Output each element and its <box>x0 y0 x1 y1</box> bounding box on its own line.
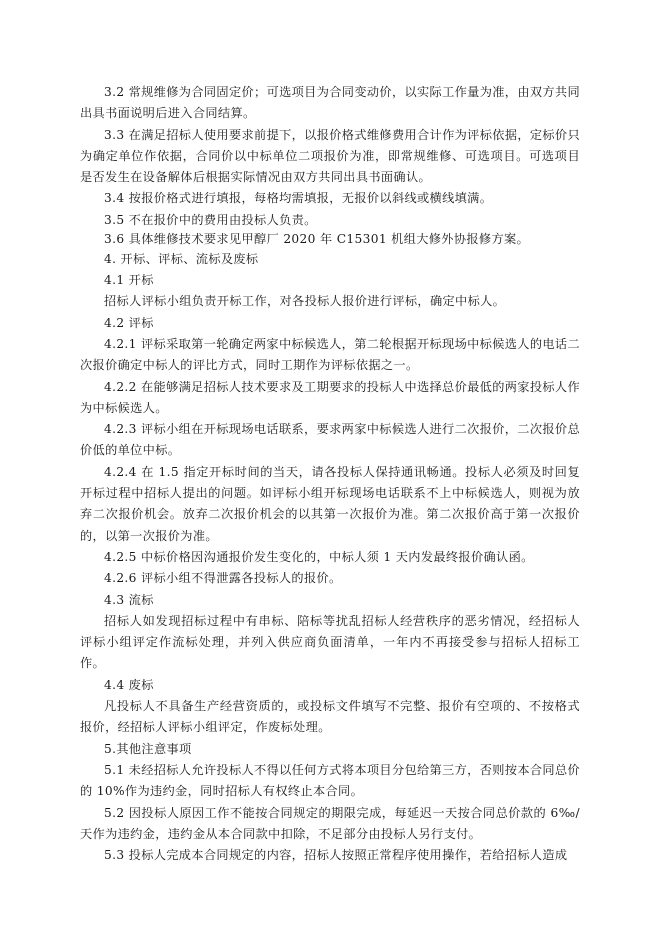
section-heading-4: 4. 开标、评标、流标及废标 <box>104 251 259 266</box>
section-heading-4-1: 4.1 开标 <box>104 273 154 288</box>
paragraph-5-1: 5.1 未经招标人允许投标人不得以任何方式将本项目分包给第三方，否则按本合同总价的 10%作为违约金，同时招标人有权终止本合同。 <box>80 762 581 799</box>
paragraph-4-2-4: 4.2.4 在 1.5 指定开标时间的当天，请各投标人保持通讯畅通。投标人必须及时回复开标过程中招标人提出的问题。如评标小组开标现场电话联系不上中标候选人，则视为放弃二次报价机会。放弃二次报价机会的以其第一次报价为准。第二次报价高于第一次报价的，以第一次报价为准。 <box>80 464 580 543</box>
paragraph-4-2-1: 4.2.1 评标采取第一轮确定两家中标候选人，第二轮根据开标现场中标候选人的电话二次报价确定中标人的评比方式，同时工期作为评标依据之一。 <box>80 336 580 373</box>
paragraph-5-2: 5.2 因投标人原因工作不能按合同规定的期限完成，每延迟一天按合同总价款的 6‰/天作为违约金，违约金从本合同款中扣除，不足部分由投标人另行支付。 <box>80 805 580 841</box>
section-heading-4-3: 4.3 流标 <box>104 592 154 607</box>
paragraph-4-2-2: 4.2.2 在能够满足招标人技术要求及工期要求的投标人中选择总价最低的两家投标人作为中标候选人。 <box>80 379 580 415</box>
document-page <box>80 82 580 866</box>
paragraph-4-4: 凡投标人不具备生产经营资质的，或投标文件填写不完整、报价有空项的、不按格式报价，经招标人评标小组评定，作废标处理。 <box>80 699 580 735</box>
paragraph-3-2: 3.2 常规维修为合同固定价；可选项目为合同变动价，以实际工作量为准，由双方共同出具书面说明后进入合同结算。 <box>80 85 581 121</box>
section-heading-5: 5.其他注意事项 <box>104 741 192 756</box>
paragraph-3-4: 3.4 按报价格式进行填报，每格均需填报，无报价以斜线或横线填满。 <box>104 191 493 206</box>
section-heading-4-4: 4.4 废标 <box>104 677 154 692</box>
paragraph-4-2-6: 4.2.6 评标小组不得泄露各投标人的报价。 <box>104 571 342 586</box>
paragraph-5-3: 5.3 投标人完成本合同规定的内容，招标人按照正常程序使用操作，若给招标人造成 <box>104 848 568 863</box>
paragraph-4-2-5: 4.2.5 中标价格因沟通报价发生变化的，中标人须 1 天内发最终报价确认函。 <box>104 549 534 564</box>
section-heading-4-2: 4.2 评标 <box>104 315 154 330</box>
paragraph-4-1: 招标人评标小组负责开标工作，对各投标人报价进行评标，确定中标人。 <box>104 294 506 309</box>
paragraph-3-3: 3.3 在满足招标人使用要求前提下，以报价格式维修费用合计作为评标依据，定标价只为确定单位作依据，合同价以中标单位二项报价为准，即常规维修、可选项目。可选项目是否发生在设备解体后根据实际情况由双方共同出具书面确认。 <box>80 127 581 185</box>
paragraph-4-2-3: 4.2.3 评标小组在开标现场电话联系，要求两家中标候选人进行二次报价，二次报价总价低的单位中标。 <box>80 422 580 458</box>
paragraph-4-3: 招标人如发现招标过程中有串标、陪标等扰乱招标人经营秩序的恶劣情况，经招标人评标小组评定作流标处理，并列入供应商负面清单，一年内不再接受参与招标人招标工作。 <box>80 613 580 671</box>
paragraph-3-6: 3.6 具体维修技术要求见甲醇厂 2020 年 C15301 机组大修外协报修方案。 <box>104 231 530 246</box>
paragraph-3-5: 3.5 不在报价中的费用由投标人负责。 <box>104 212 317 227</box>
